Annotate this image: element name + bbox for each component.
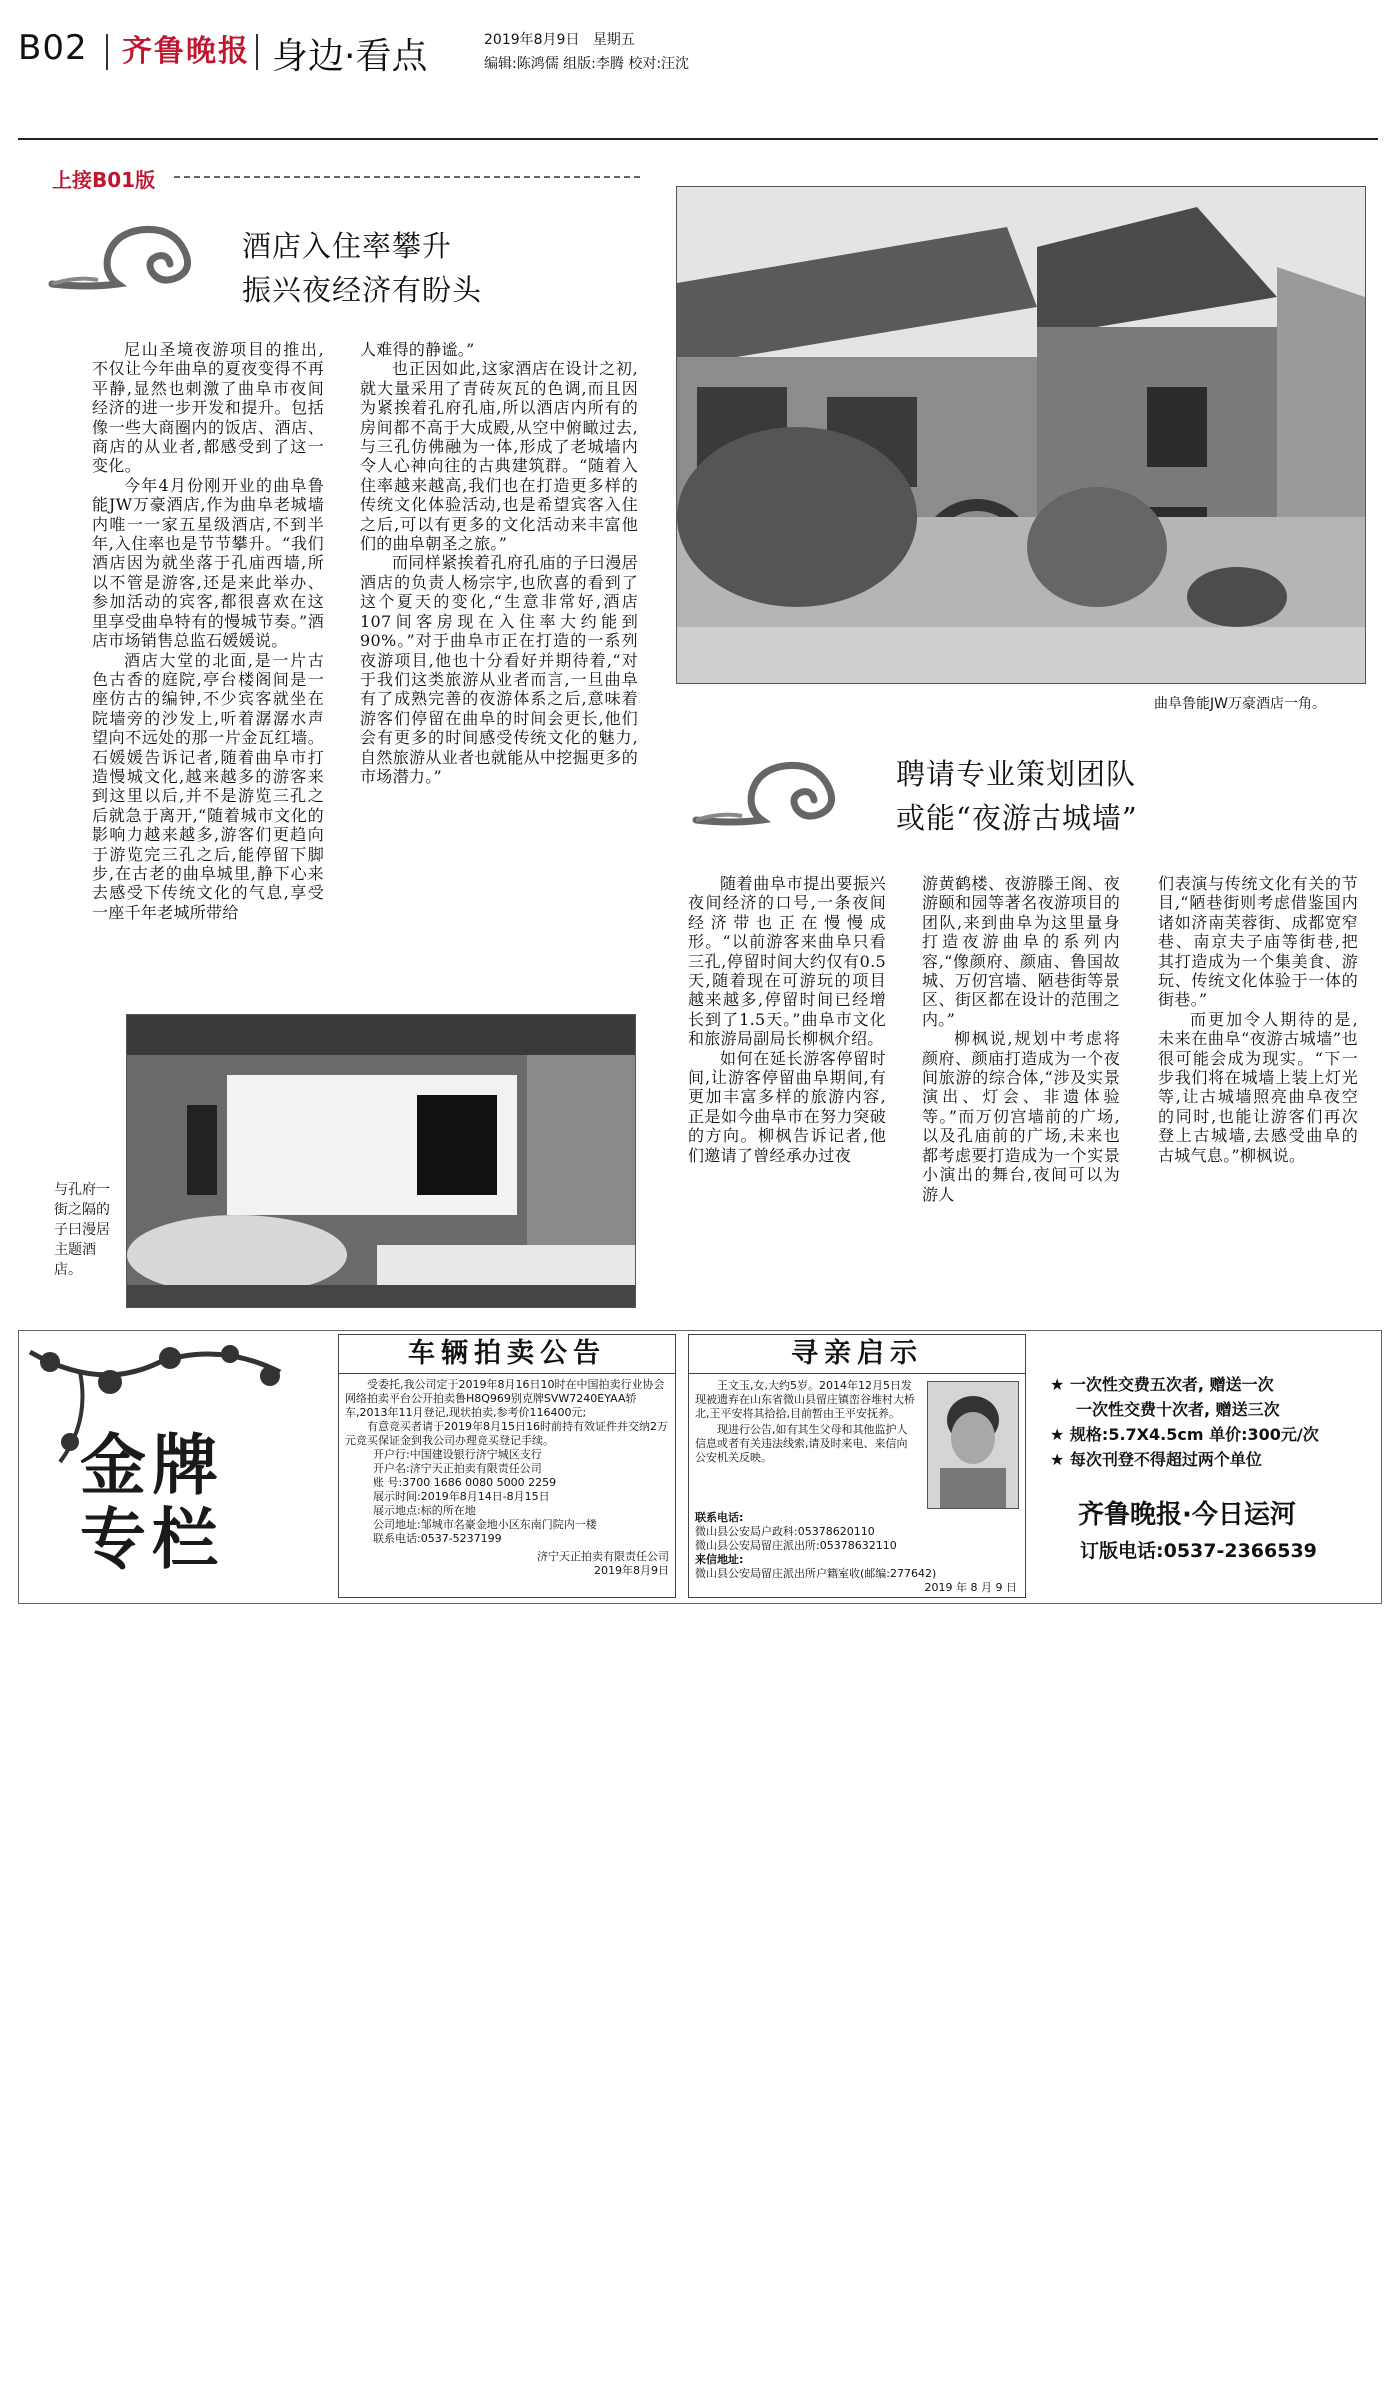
header-rule: [18, 138, 1378, 140]
search-kin-date: 2019 年 8 月 9 日: [924, 1581, 1017, 1594]
continued-rule: [174, 176, 640, 178]
newspaper-logo: 齐鲁晚报: [122, 34, 250, 69]
article2-column-2: [922, 874, 1120, 1204]
article1-headline: [242, 224, 482, 312]
article1-headline-line1: 酒店入住率攀升: [242, 229, 453, 263]
search-kin-text: 王文玉,女,大约5岁。2014年12月5日发现被遗弃在山东省微山县留庄镇峦谷堆村大桥北,王平安将其拾拾,目前暂由王平安抚养。: [695, 1379, 915, 1420]
article1-headline-line2: 振兴夜经济有盼头: [242, 273, 483, 307]
search-kin-notice: [688, 1334, 1026, 1598]
paragraph: 游黄鹤楼、夜游滕王阁、夜游颐和园等著名夜游项目的团队,来到曲阜为这里量身打造夜游曲阜的系列内容,“像颜府、颜庙、鲁国故城、万仞宫墙、陋巷街等景区、街区都在设计的范围之内。”: [922, 874, 1120, 1029]
header-divider: [106, 34, 108, 70]
pricing-line: ★ 每次刊登不得超过两个单位: [1050, 1450, 1262, 1469]
hotel-room-photo: [126, 1014, 636, 1308]
article2-column-3: [1158, 874, 1358, 1165]
search-kin-contact-label: 联系电话:: [695, 1511, 744, 1524]
pricing-line: 一次性交费十次者, 赠送三次: [1076, 1400, 1280, 1419]
pricing-line: ★ 一次性交费五次者, 赠送一次: [1050, 1375, 1274, 1394]
paragraph: 今年4月份刚开业的曲阜鲁能JW万豪酒店,作为曲阜老城墙内唯一一家五星级酒店,不到半年,入住率也是节节攀升。“我们酒店因为就坐落于孔庙西墙,所以不管是游客,还是来此举办、参加活动的宾客,都很喜欢在这里享受曲阜特有的慢城节奏。”酒店市场销售总监石媛媛说。: [92, 475, 324, 651]
paragraph: 们表演与传统文化有关的节目,“陋巷街则考虑借鉴国内诸如济南芙蓉街、成都宽窄巷、南京夫子庙等街巷,把其打造成为一个集美食、游玩、传统文化体验于一体的街巷。”: [1158, 874, 1358, 1010]
brand-column-panel: [20, 1332, 320, 1600]
cloud-ornament-icon: [48, 214, 218, 298]
paragraph: 随着曲阜市提出要振兴夜间经济的口号,一条夜间经济带也正在慢慢成形。“以前游客来曲阜只看三孔,停留时间大约仅有0.5天,随着现在可游玩的项目越来越多,停留时间已经增长到了1.5天。”曲阜市文化和旅游局副局长柳枫介绍。: [688, 874, 886, 1049]
auction-detail-line: 联系电话:0537-5237199: [373, 1532, 502, 1545]
auction-detail-line: 展示地点:标的所在地: [373, 1504, 476, 1517]
article2-headline: [896, 752, 1138, 840]
child-portrait-illustration: [928, 1382, 1018, 1508]
paragraph: 酒店大堂的北面,是一片古色古香的庭院,亭台楼阁间是一座仿古的编钟,不少宾客就坐在院墙旁的沙发上,听着潺潺水声望向不远处的那一片金瓦红墙。石媛媛告诉记者,随着曲阜市打造慢城文化,越来越多的游客来到这里以后,并不是游览三孔之后就急于离开,“随着城市文化的影响力越来越多,游客们更趋向于游览完三孔之后,能停留下脚步,在古老的曲阜城里,静下心来去感受下传统文化的气息,享受一座千年老城所带给: [92, 650, 324, 922]
cloud-ornament-icon: [692, 750, 862, 834]
hotel-exterior-photo: [676, 186, 1366, 684]
search-kin-mail-label: 来信地址:: [695, 1553, 744, 1566]
article1-column-1: [92, 340, 324, 922]
hotel-room-caption: 与孔府一街之隔的子曰漫居主题酒店。: [54, 1182, 110, 1278]
auction-notice-text: 受委托,我公司定于2019年8月16日10时在中国拍卖行业协会网络拍卖平台公开拍卖鲁H8Q969别克牌SVW7240EYAA轿车,2013年11月登记,现状拍卖,参考价116400元;: [345, 1378, 665, 1419]
search-kin-text: 现进行公告,如有其生父母和其他监护人信息或者有关违法线索,请及时来电、来信向公安机关反映。: [695, 1423, 908, 1464]
auction-signer: 济宁天正拍卖有限责任公司: [537, 1550, 669, 1563]
article2-headline-line2: 或能“夜游古城墙”: [896, 801, 1138, 835]
auction-detail-line: 账 号:3700 1686 0080 5000 2259: [373, 1476, 557, 1489]
header-meta: [484, 28, 689, 76]
pricing-line: ★ 规格:5.7X4.5cm 单价:300元/次: [1050, 1425, 1319, 1444]
paragraph: 柳枫说,规划中考虑将颜府、颜庙打造成为一个夜间旅游的综合体,“涉及实景演出、灯会、非遗体验等。”而万仞宫墙前的广场,以及孔庙前的广场,未来也都考虑要打造成为一个实景小演出的舞台,夜间可以为游人: [922, 1029, 1120, 1204]
auction-notice-text: 有意竞买者请于2019年8月15日16时前持有效证件并交纳2万元竞买保证金到我公司办理竞买登记手续。: [345, 1420, 668, 1447]
hotel-building-illustration: [677, 187, 1365, 683]
page-number: B02: [18, 28, 88, 68]
paragraph: 也正因如此,这家酒店在设计之初,就大量采用了青砖灰瓦的色调,而且因为紧挨着孔府孔庙,所以酒店内所有的房间都不高于大成殿,从空中俯瞰过去,与三孔仿佛融为一体,形成了老城墙内令人心神向往的古典建筑群。“随着入住率越来越高,我们也在打造更多样的传统文化体验活动,也是希望宾客入住之后,可以有更多的文化活动来丰富他们的曲阜朝圣之旅。”: [360, 359, 638, 554]
search-kin-contact: 微山县公安局留庄派出所:05378632110: [695, 1539, 897, 1552]
editors-credit: 编辑:陈鸿儒 组版:李腾 校对:汪沈: [484, 56, 690, 72]
search-kin-title: 寻亲启示: [689, 1335, 1025, 1374]
hotel-exterior-caption: 曲阜鲁能JW万豪酒店一角。: [1154, 696, 1326, 712]
paragraph: 如何在延长游客停留时间,让游客停留曲阜期间,有更加丰富多样的旅游内容,正是如今曲阜市在努力突破的方向。柳枫告诉记者,他们邀请了曾经承办过夜: [688, 1048, 886, 1165]
header-divider: [256, 34, 258, 70]
auction-notice: [338, 1334, 676, 1598]
section-title: 身边·看点: [272, 36, 428, 77]
issue-date: 2019年8月9日: [484, 32, 580, 48]
paragraph: 尼山圣境夜游项目的推出,不仅让今年曲阜的夏夜变得不再平静,显然也刺激了曲阜市夜间经济的进一步开发和提升。包括像一些大商圈内的饭店、酒店、商店的从业者,都感受到了这一变化。: [92, 340, 324, 476]
article2-column-1: [688, 874, 886, 1165]
brand-column-title: 金牌专栏: [80, 1426, 224, 1578]
child-photo: [927, 1381, 1019, 1509]
search-kin-mail: 微山县公安局留庄派出所户籍室收(邮编:277642): [695, 1567, 937, 1580]
paragraph: 人难得的静谧。”: [360, 340, 475, 359]
auction-notice-title: 车辆拍卖公告: [339, 1335, 675, 1374]
paragraph: 而更加令人期待的是,未来在曲阜“夜游古城墙”也很可能会成为现实。“下一步我们将在城墙上装上灯光等,让古城墙照亮曲阜夜空的同时,也能让游客们再次登上古城墙,去感受曲阜的古城气息。”柳枫说。: [1158, 1009, 1358, 1165]
article2-headline-line1: 聘请专业策划团队: [896, 757, 1137, 791]
search-kin-contact: 微山县公安局户政科:05378620110: [695, 1525, 875, 1538]
auction-detail-line: 公司地址:邹城市名豪金地小区东南门院内一楼: [373, 1518, 597, 1531]
ad-phone: 订版电话:0537-2366539: [1080, 1540, 1317, 1562]
issue-weekday: 星期五: [592, 32, 635, 48]
article1-column-2: [360, 340, 638, 786]
paragraph: 而同样紧挨着孔府孔庙的子曰漫居酒店的负责人杨宗宇,也欣喜的看到了这个夏天的变化,“生意非常好,酒店107间客房现在入住率大约能到90%。”对于曲阜市正在打造的一系列夜游项目,他也十分看好并期待着,“对于我们这类旅游从业者而言,一旦曲阜有了成熟完善的夜游体系之后,意味着游客们停留在曲阜的时间会更长,他们会有更多的时间感受传统文化的魅力,自然旅游从业者也就能从中挖掘更多的市场潜力。”: [360, 553, 638, 786]
continued-from-label: 上接B01版: [52, 168, 156, 192]
auction-detail-line: 展示时间:2019年8月14日-8月15日: [373, 1490, 550, 1503]
ad-brand: 齐鲁晚报·今日运河: [1078, 1500, 1296, 1530]
auction-detail-line: 开户名:济宁天正拍卖有限责任公司: [373, 1462, 542, 1475]
auction-detail-line: 开户行:中国建设银行济宁城区支行: [373, 1448, 542, 1461]
ad-pricing-info: [1050, 1372, 1370, 1472]
auction-date: 2019年8月9日: [594, 1564, 669, 1577]
hotel-room-illustration: [127, 1015, 635, 1307]
